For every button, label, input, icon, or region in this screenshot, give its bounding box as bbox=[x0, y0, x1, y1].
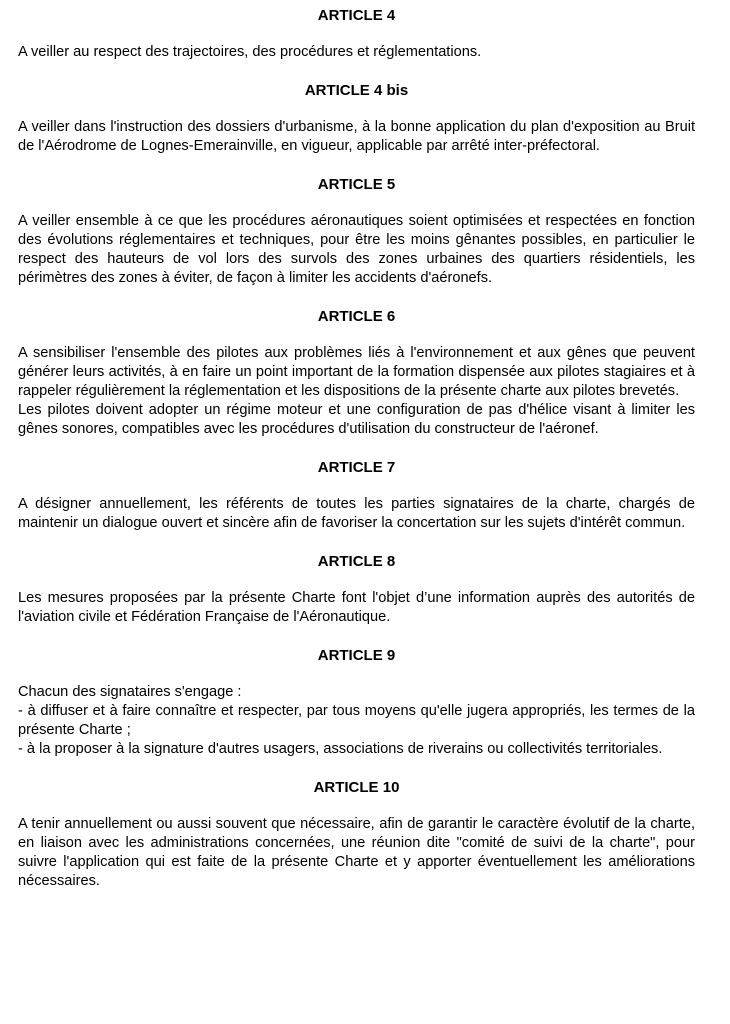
article-4-bis-section bbox=[18, 81, 695, 175]
article-4-section bbox=[18, 6, 695, 81]
article-heading: ARTICLE 7 bbox=[317, 459, 396, 476]
article-paragraph: A veiller ensemble à ce que les procédures aéronautiques soient optimisées et respectées en fonction des évolutions réglementaires et techniques, pour être les moins gênantes possibles, en particulier le respect des hauteurs de vol lors des survols des zones urbaines des quartiers résidentiels, les périmètres des zones à éviter, de façon à limiter les accidents d'aéronefs. bbox=[18, 213, 695, 286]
article-paragraph: Les pilotes doivent adopter un régime moteur et une configuration de pas d'hélice visant à limiter les gênes sonores, compatibles avec les procédures d'utilisation du constructeur de l'aéronef. bbox=[18, 402, 695, 437]
article-heading: ARTICLE 9 bbox=[317, 647, 396, 664]
article-heading: ARTICLE 10 bbox=[313, 779, 400, 796]
article-7-section bbox=[18, 458, 695, 552]
article-paragraph: A tenir annuellement ou aussi souvent que nécessaire, afin de garantir le caractère évolutif de la charte, en liaison avec les administrations concernées, une réunion dite "comité de suivi de la charte", pour suivre l'application qui est faite de la présente Charte et y apporter éventuellement les améliorations nécessaires. bbox=[18, 816, 695, 889]
article-paragraph: A veiller au respect des trajectoires, des procédures et réglementations. bbox=[18, 44, 482, 60]
article-9-section bbox=[18, 646, 695, 778]
article-paragraph: A veiller dans l'instruction des dossiers d'urbanisme, à la bonne application du plan d'exposition au Bruit de l'Aérodrome de Lognes-Emerainville, en vigueur, applicable par arrêté inter-préfectoral. bbox=[18, 119, 695, 154]
article-heading: ARTICLE 4 bbox=[317, 7, 396, 24]
article-heading: ARTICLE 8 bbox=[317, 553, 396, 570]
article-6-section bbox=[18, 307, 695, 458]
article-10-section bbox=[18, 778, 695, 891]
article-paragraph: A sensibiliser l'ensemble des pilotes aux problèmes liés à l'environnement et aux gênes que peuvent générer leurs activités, à en faire un point important de la formation dispensée aux pilotes stagiaires et à rappeler régulièrement la réglementation et les dispositions de la présente charte aux pilotes brevetés. bbox=[18, 345, 695, 399]
article-list-item: - à la proposer à la signature d'autres usagers, associations de riverains ou collectivités territoriales. bbox=[18, 741, 663, 757]
article-paragraph: Les mesures proposées par la présente Charte font l'objet d’une information auprès des autorités de l'aviation civile et Fédération Française de l'Aéronautique. bbox=[18, 590, 695, 625]
article-heading: ARTICLE 4 bis bbox=[304, 82, 409, 99]
article-paragraph: Chacun des signataires s'engage : bbox=[18, 684, 242, 700]
document-page bbox=[18, 6, 695, 891]
article-5-section bbox=[18, 175, 695, 307]
article-paragraph: A désigner annuellement, les référents de toutes les parties signataires de la charte, chargés de maintenir un dialogue ouvert et sincère afin de favoriser la concertation sur les sujets d'intérêt commun. bbox=[18, 496, 695, 531]
article-heading: ARTICLE 5 bbox=[317, 176, 396, 193]
article-heading: ARTICLE 6 bbox=[317, 308, 396, 325]
article-8-section bbox=[18, 552, 695, 646]
article-list-item: - à diffuser et à faire connaître et respecter, par tous moyens qu'elle jugera appropriés, les termes de la présente Charte ; bbox=[18, 703, 695, 738]
